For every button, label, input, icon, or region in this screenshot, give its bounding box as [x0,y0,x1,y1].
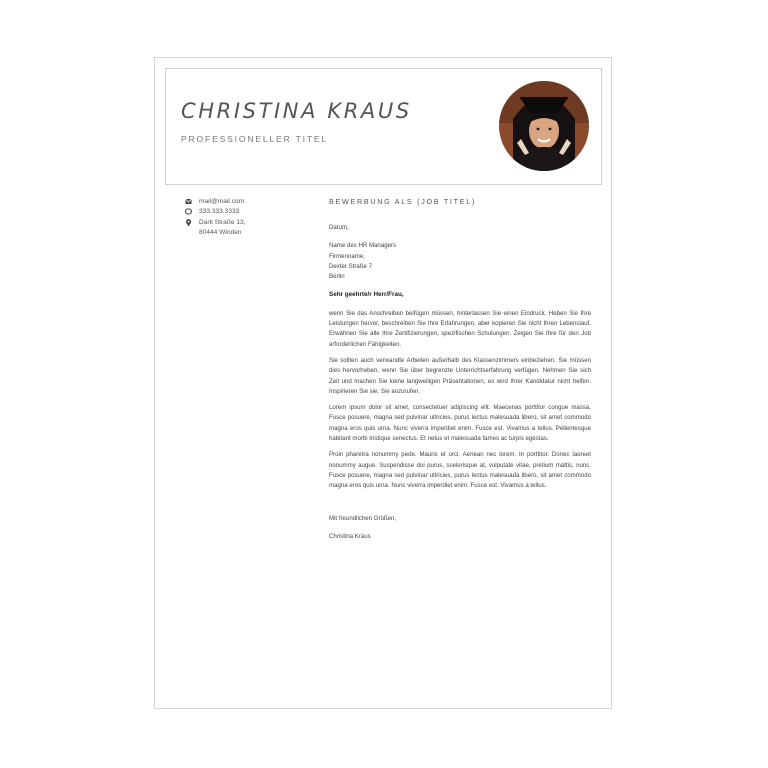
professional-title: PROFESSIONELLER TITEL [181,134,329,144]
applicant-name: CHRISTINA KRAUS [181,99,412,123]
contact-address-line2: 80444 Winden [199,228,242,236]
contact-info [185,197,295,238]
recipient-city: Berlin [329,273,345,281]
signature-name: Christina Kraus [329,532,371,540]
header-box [165,68,602,185]
recipient-street: Dexter Straße 7 [329,262,373,270]
closing-phrase: Mit freundlichen Grüßen, [329,514,397,522]
contact-phone-row [185,207,295,217]
contact-address-line1: Dark Straße 13, [199,218,246,226]
letter-page [154,57,612,709]
body-paragraph: Sie sollten auch verwandte Arbeiten außerhalb des Klassenzimmers einbeziehen. Sie müssen dies hervorheben, wenn Sie über begrenzte Unterrichtserfahrung verfügen. Nehmen Sie sich Zeit und machen Sie keine langweiligen Präsentationen, es wird Ihrer Kandidatur nicht helfen. Inspirieren Sie sie, Sie anzurufen. [329,356,591,395]
recipient-address [329,241,591,282]
contact-email[interactable]: mail@mail.com [199,198,245,205]
contact-email-row [185,197,295,207]
envelope-icon [185,197,199,205]
profile-photo [499,81,589,171]
contact-address-row [185,218,295,239]
recipient-manager: Name des HR Managers [329,242,397,250]
body-paragraph: Lorem ipsum dolor sit amet, consectetuer adipiscing elit. Maecenas porttitor congue massa. Fusce posuere, magna sed pulvinar ultricies, purus lectus malesuada libero, sit amet commodo magna eros quis urna. Nunc viverra imperdiet enim. Fusce est. Vivamus a tellus. Pellentesque habitant morbi tristique senectus. Et netus et malesuada fames ac turpis egestas. [329,404,591,443]
phone-icon [185,207,199,215]
salutation: Sehr geehrte/r Herr/Frau, [329,291,404,299]
letter-date: Datum, [329,224,349,231]
map-pin-icon [185,218,199,227]
body-paragraph: Proin pharetra nonummy pede. Mauris et orci. Aenean nec lorem. In porttitor. Donec laoreet nonummy augue. Suspendisse dui purus, scelerisque at, vulputate vitae, pretium mattis, nunc. Fusce posuere, magna sed pulvinar ultricies, purus lectus malesuada libero, sit amet commodo magna eros quis urna. Nunc viverra imperdiet enim. Fusce est. Vivamus a tellus. [329,451,591,490]
recipient-company: Firmenname, [329,252,365,260]
letter-body [329,197,591,542]
application-role-heading: BEWERBUNG ALS (JOB TITEL) [329,197,477,206]
body-paragraph: wenn Sie das Anschreiben beifügen müssen, hinterlassen Sie einen Eindruck. Heben Sie Ihre Leistungen hervor, beschreiben Sie Ihre Erfahrungen, aber kopieren Sie nicht Ihren Lebenslauf. Erwähnen Sie alle Ihre Zertifizierungen, spezifischen Schulungen. Zeigen Sie Ihre für den Job erforderlichen Fähigkeiten. [329,309,591,348]
contact-phone[interactable]: 333.333.3333 [199,208,240,216]
